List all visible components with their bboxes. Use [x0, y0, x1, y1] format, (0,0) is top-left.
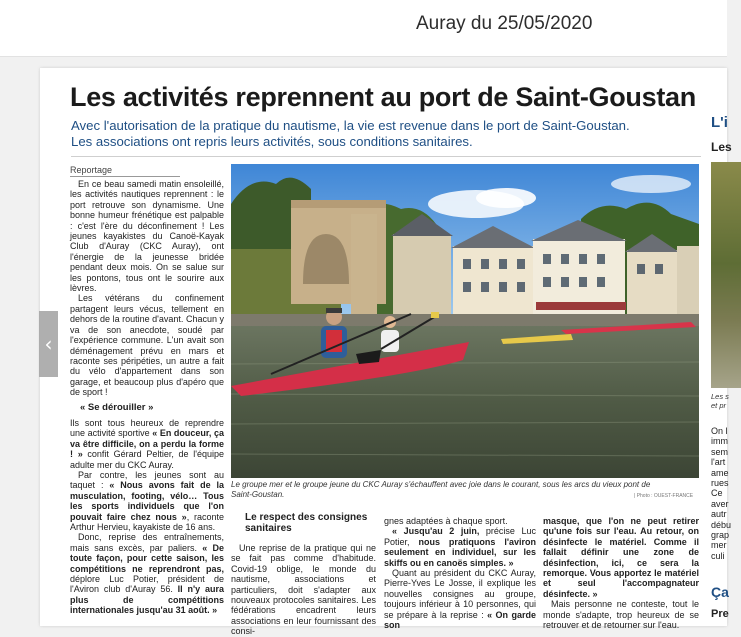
sidebar-caption: Les s et pr — [711, 392, 729, 410]
section-label: Reportage — [70, 165, 180, 177]
paragraph: Donc, reprise des entraînements, mais sans excès, par paliers. « De toute façon, pour cette saison, les compétitions ne reprendront pas, déplore Luc Potier, président de l'Aviron club d'Auray 56. Il n'y aura plus de compétitions internationales jusqu'au 31 août. » — [70, 532, 225, 616]
kayak-harbour-illustration — [231, 164, 699, 478]
sidebar-heading: Ça — [711, 584, 729, 600]
edition-header — [0, 0, 727, 57]
article-column-1 — [70, 179, 224, 616]
sidebar-heading: L'i — [711, 114, 728, 131]
adjacent-article-sidebar — [708, 96, 738, 626]
article-title: Les activités reprennent au port de Saint-Goustan — [70, 82, 696, 112]
article-photo — [231, 164, 699, 478]
sidebar-subheading: Pre — [711, 608, 729, 620]
newspaper-page — [40, 68, 732, 637]
article-lead — [71, 118, 631, 150]
inter-title: Le respect des consignes sanitaires — [245, 512, 368, 534]
photo-caption: Le groupe mer et le groupe jeune du CKC Auray s'échauffent avec joie dans le courant, sous les arcs du vieux pont de Saint-Goustan. — [231, 480, 651, 499]
article-column-3 — [384, 516, 536, 630]
previous-page-button[interactable] — [39, 311, 58, 377]
article-column-4 — [543, 516, 699, 630]
divider — [71, 156, 701, 157]
paragraph: gnes adaptées à chaque sport. — [384, 516, 508, 526]
paragraph: En ce beau samedi matin ensoleillé, les activités nautiques reprennent : le port retrouve son dynamisme. Une bonne humeur frénétique est palpable : c'est l'ère du déconfinement ! Les jeunes kayakistes du Canoë-Kayak Club d'Auray (CKC Auray), ont l'énergie de la jeunesse bridée pendant deux mois. On se salue sur les pontons, tous ont le sourire aux lèvres. — [70, 179, 224, 294]
sidebar-subheading: Les — [711, 140, 732, 154]
paragraph: Les vétérans du confinement partagent leurs vécus, tellement en dehors de la routine d'avant. Chacun y va de son anecdote, soudé par l'expérience commune. L'un avait son déménagement prévu en mars et raconte ses péripéties, un autre a fait du vélo d'appartement dans son garage, et beaucoup plus d'apéro que de sport ! — [70, 293, 224, 398]
paragraph: Par contre, les jeunes sont au taquet : « Nous avons fait de la musculation, footing, vélo… Tous les sports individuels que l'on pouvait faire chez nous », raconte Arthur Hervieu, kayakiste de 16 ans. — [70, 469, 225, 532]
article-column-2 — [231, 543, 376, 637]
paragraph: Mais personne ne conteste, tout le monde s'adapte, trop heureux de se retrouver et de retourner sur l'eau. — [543, 599, 699, 631]
article-lead-line-1: Avec l'autorisation de la pratique du nautisme, la vie est revenue dans le port de Saint-Goustan. — [71, 118, 630, 133]
paragraph: Ils sont tous heureux de reprendre une activité sportive « En douceur, ça va être difficile, on a perdu la forme ! » confit Gérard Peltier, de l'équipe adulte mer du CKC Auray. — [70, 417, 225, 470]
inter-title: « Se dérouiller » — [80, 401, 154, 413]
chevron-left-icon: ‹ — [44, 332, 53, 356]
paragraph: masque, que l'on ne peut retirer qu'une fois sur l'eau. Au retour, on désinfecte le matériel. Comme il fallait définir une zone de désinfection, ici, ce sera la remorque. Vous apportez le matériel et seul l'accompagnateur désinfecte. » — [543, 516, 699, 599]
edition-date: Auray du 25/05/2020 — [416, 13, 593, 34]
paragraph: Quant au président du CKC Auray, Pierre-Yves Le Josse, il explique les nouvelles consignes au groupe, toujours inférieur à 10 personnes, qui se prépare à la reprise : « On garde son — [384, 568, 536, 631]
paragraph: Une reprise de la pratique qui ne se fait pas comme d'habitude. Covid-19 oblige, le monde du nautisme, associations et particuliers, doit s'adapter aux nouveaux protocoles sanitaires. Les fédérations encadrent leurs associations en leur fournissant des consi- — [231, 543, 376, 637]
article-lead-line-2: Les associations ont repris leurs activités, sous conditions sanitaires. — [71, 134, 473, 149]
sidebar-photo — [711, 162, 741, 388]
paragraph: « Jusqu'au 2 juin, précise Luc Potier, nous pratiquons l'aviron seulement en individuel, sur les skiffs ou en canoës simples. » — [384, 526, 537, 568]
photo-credit: | Photo : OUEST-FRANCE — [634, 493, 694, 499]
sidebar-text: On l imm sem l'art ame rues Ce aver autr débu grap mer culi — [711, 426, 732, 561]
